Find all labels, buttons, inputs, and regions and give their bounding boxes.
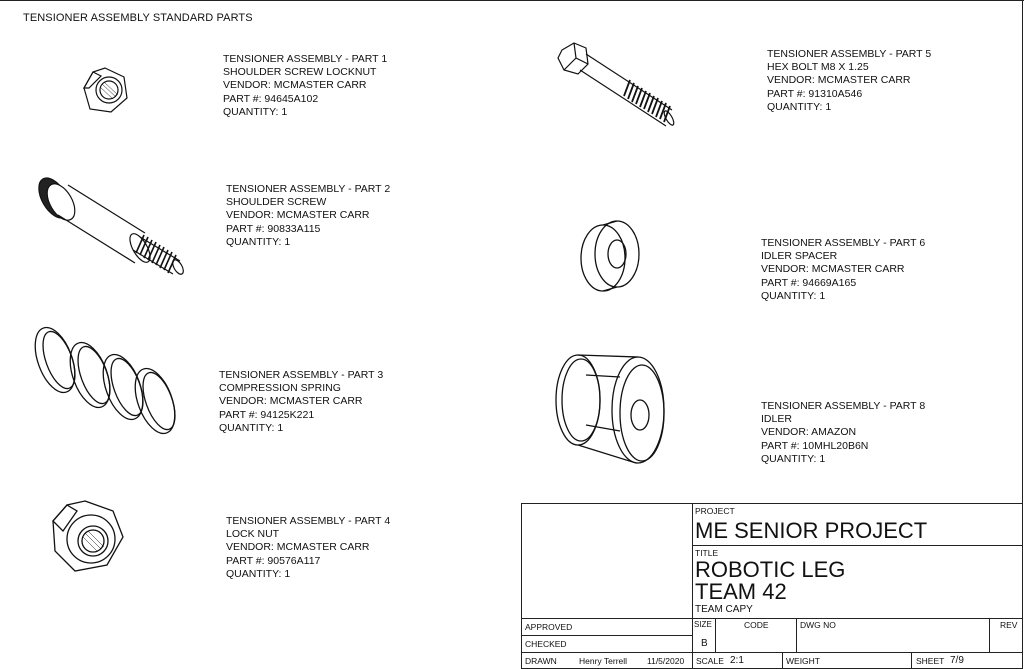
part-2-number: PART #: 90833A115 [226, 222, 321, 235]
sheet-border-top [0, 0, 1024, 1]
size-label: SIZE [694, 620, 712, 629]
part-3-description: COMPRESSION SPRING [219, 382, 341, 395]
sheet-value: 7/9 [950, 655, 964, 666]
weight-cell [782, 652, 912, 669]
part-3-vendor: VENDOR: MCMASTER CARR [219, 395, 363, 408]
sheet-label: SHEET [916, 656, 945, 666]
title-label: TITLE [695, 548, 719, 558]
part-1-number: PART #: 94645A102 [223, 92, 319, 105]
part-6-quantity: QUANTITY: 1 [761, 289, 826, 302]
drawn-cell [521, 652, 693, 669]
title-block [521, 503, 1023, 668]
part-2-title: TENSIONER ASSEMBLY - PART 2 [226, 183, 391, 195]
team-name: TEAM CAPY [695, 604, 753, 615]
sheet-cell [911, 652, 1023, 669]
part-4-info [226, 515, 390, 581]
locknut-drawing [75, 62, 135, 122]
part-2-info [226, 183, 390, 249]
weight-label: WEIGHT [786, 656, 820, 666]
rev-cell [989, 618, 1023, 653]
part-6-description: IDLER SPACER [761, 250, 838, 263]
part-2-quantity: QUANTITY: 1 [226, 235, 291, 248]
drawn-date: 11/5/2020 [647, 656, 685, 666]
part-1-title: TENSIONER ASSEMBLY - PART 1 [223, 53, 388, 65]
part-3-number: PART #: 94125K221 [219, 408, 315, 421]
part-4-vendor: VENDOR: MCMASTER CARR [226, 541, 370, 554]
part-8-description: IDLER [761, 413, 792, 426]
part-8-title: TENSIONER ASSEMBLY - PART 8 [761, 400, 926, 412]
title-line-2: TEAM 42 [695, 579, 787, 604]
idler-spacer-drawing [575, 210, 650, 300]
approved-label: APPROVED [525, 622, 573, 632]
drawn-label: DRAWN [525, 656, 557, 666]
code-label: CODE [744, 620, 769, 630]
part-6-number: PART #: 94669A165 [761, 276, 857, 289]
lock-nut-drawing [45, 495, 130, 580]
part-5-quantity: QUANTITY: 1 [767, 100, 832, 113]
size-value: B [701, 638, 708, 649]
part-2-description: SHOULDER SCREW [226, 196, 327, 209]
part-1-vendor: VENDOR: MCMASTER CARR [223, 79, 367, 92]
size-cell [692, 618, 716, 653]
project-cell [692, 503, 1023, 546]
title-cell [692, 545, 1023, 619]
part-4-title: TENSIONER ASSEMBLY - PART 4 [226, 515, 391, 527]
scale-label: SCALE [696, 656, 724, 666]
part-4-quantity: QUANTITY: 1 [226, 567, 291, 580]
approved-cell [521, 618, 693, 636]
idler-drawing [550, 345, 675, 470]
part-6-vendor: VENDOR: MCMASTER CARR [761, 263, 905, 276]
part-8-quantity: QUANTITY: 1 [761, 452, 826, 465]
dwg-no-label: DWG NO [800, 620, 836, 630]
part-4-description: LOCK NUT [226, 528, 280, 541]
part-8-number: PART #: 10MHL20B6N [761, 439, 869, 452]
part-2-vendor: VENDOR: MCMASTER CARR [226, 209, 370, 222]
scale-cell [692, 652, 783, 669]
title-block-blank [521, 503, 693, 619]
hex-bolt-drawing [552, 38, 682, 128]
part-1-quantity: QUANTITY: 1 [223, 105, 288, 118]
project-label: PROJECT [695, 506, 735, 516]
scale-value: 2:1 [730, 655, 744, 666]
part-8-vendor: VENDOR: AMAZON [761, 426, 857, 439]
part-1-info [223, 53, 387, 119]
part-4-number: PART #: 90576A117 [226, 554, 321, 567]
rev-label: REV [1000, 620, 1018, 630]
part-1-description: SHOULDER SCREW LOCKNUT [223, 66, 377, 79]
drawn-by: Henry Terrell [579, 656, 628, 666]
part-5-description: HEX BOLT M8 X 1.25 [767, 61, 869, 74]
compression-spring-drawing [25, 315, 185, 445]
part-6-title: TENSIONER ASSEMBLY - PART 6 [761, 237, 926, 249]
checked-cell [521, 635, 693, 653]
part-8-info [761, 400, 925, 466]
part-5-number: PART #: 91310A546 [767, 87, 863, 100]
part-6-info [761, 237, 925, 303]
sheet-title: TENSIONER ASSEMBLY STANDARD PARTS [23, 12, 253, 24]
part-3-info [219, 369, 383, 435]
dwg-no-cell [796, 618, 990, 653]
part-5-info [767, 48, 931, 114]
project-name: ME SENIOR PROJECT [695, 518, 928, 543]
part-5-title: TENSIONER ASSEMBLY - PART 5 [767, 48, 932, 60]
title-line-1: ROBOTIC LEG [695, 557, 846, 582]
checked-label: CHECKED [525, 639, 567, 649]
part-3-title: TENSIONER ASSEMBLY - PART 3 [219, 369, 384, 381]
shoulder-screw-drawing [30, 165, 195, 280]
code-cell [715, 618, 797, 653]
part-5-vendor: VENDOR: MCMASTER CARR [767, 74, 911, 87]
part-3-quantity: QUANTITY: 1 [219, 421, 284, 434]
